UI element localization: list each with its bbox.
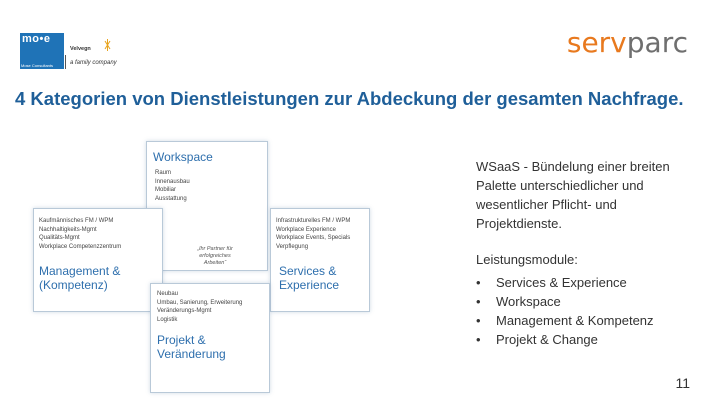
services-item: Verpflegung xyxy=(276,243,309,250)
workspace-item: Mobiliar xyxy=(155,187,177,193)
list-item xyxy=(476,273,654,292)
management-item: Qualitäts-Mgmt xyxy=(39,235,80,241)
servparc-logo-part1: serv xyxy=(566,26,627,59)
modules-title: Leistungsmodule: xyxy=(476,252,578,267)
management-item: Workplace Competenzzentrum xyxy=(39,243,122,250)
list-item xyxy=(476,292,654,311)
bullet: • xyxy=(476,332,481,347)
projekt-box xyxy=(150,283,270,393)
management-items xyxy=(39,217,121,251)
projekt-item: Umbau, Sanierung, Erweiterung xyxy=(157,299,243,306)
management-item: Nachhaltigkeits-Mgmt xyxy=(39,226,97,233)
list-item xyxy=(476,330,654,349)
workspace-heading: Workspace xyxy=(153,150,213,164)
mose-logo-subtext: Mose Consultants xyxy=(21,63,54,68)
bullet: • xyxy=(476,294,481,309)
projekt-item: Logistik xyxy=(157,316,178,323)
module-label: Management & Kompetenz xyxy=(496,313,654,328)
mose-logo-text: mo•e xyxy=(22,33,51,45)
projekt-heading-line1: Projekt & xyxy=(157,333,206,347)
center-slogan xyxy=(160,246,270,267)
workspace-item: Innenausbau xyxy=(155,178,190,185)
projekt-heading-line2: Veränderung xyxy=(157,347,226,361)
management-box xyxy=(33,208,163,312)
workspace-item: Ausstattung xyxy=(155,195,187,202)
workspace-items xyxy=(155,169,190,203)
services-item: Workplace Experience xyxy=(276,226,336,233)
mose-logo xyxy=(20,33,140,69)
page-number: 11 xyxy=(675,375,690,391)
services-item: Infrastrukturelles FM / WPM xyxy=(276,218,351,224)
module-label: Projekt & Change xyxy=(496,332,598,347)
description-text: WSaaS - Bündelung einer breiten Palette unterschiedlicher und wesentlicher Pflicht- und Projektdienste. xyxy=(476,159,670,231)
workspace-item: Raum xyxy=(155,170,172,176)
mose-logo-box xyxy=(20,33,64,69)
services-heading xyxy=(279,264,339,292)
management-heading-line2: (Kompetenz) xyxy=(39,278,108,292)
projekt-items xyxy=(157,290,242,324)
services-heading-line1: Services & xyxy=(279,264,337,278)
servparc-logo xyxy=(567,26,688,59)
services-heading-line2: Experience xyxy=(279,278,340,292)
bullet: • xyxy=(476,313,481,328)
logo-divider xyxy=(65,55,66,69)
modules-list xyxy=(476,273,654,349)
projekt-item: Veränderungs-Mgmt xyxy=(157,308,212,314)
diagram-center xyxy=(160,236,270,276)
center-slogan-line1: „Ihr Partner für xyxy=(197,246,233,252)
projekt-item: Neubau xyxy=(157,291,179,297)
services-items xyxy=(276,217,350,251)
slide-title: 4 Kategorien von Dienstleistungen zur Abdeckung der gesamten Nachfrage. xyxy=(15,88,684,109)
management-item: Kaufmännisches FM / WPM xyxy=(39,218,114,224)
center-slogan-line3: Arbeiten“ xyxy=(203,260,227,266)
family-company-text: a family company xyxy=(70,60,117,66)
servparc-logo-part2: parc xyxy=(626,26,688,59)
center-slogan-line2: erfolgreiches xyxy=(199,253,231,259)
module-label: Services & Experience xyxy=(496,275,627,290)
services-item: Workplace Events, Specials xyxy=(276,235,351,241)
management-heading xyxy=(39,264,120,292)
velvegn-logo-text: Velvegn xyxy=(70,46,91,52)
management-heading-line1: Management & xyxy=(39,264,121,278)
services-box xyxy=(270,208,370,312)
projekt-heading xyxy=(157,333,226,361)
list-item xyxy=(476,311,654,330)
bullet: • xyxy=(476,275,481,290)
module-label: Workspace xyxy=(496,294,561,309)
